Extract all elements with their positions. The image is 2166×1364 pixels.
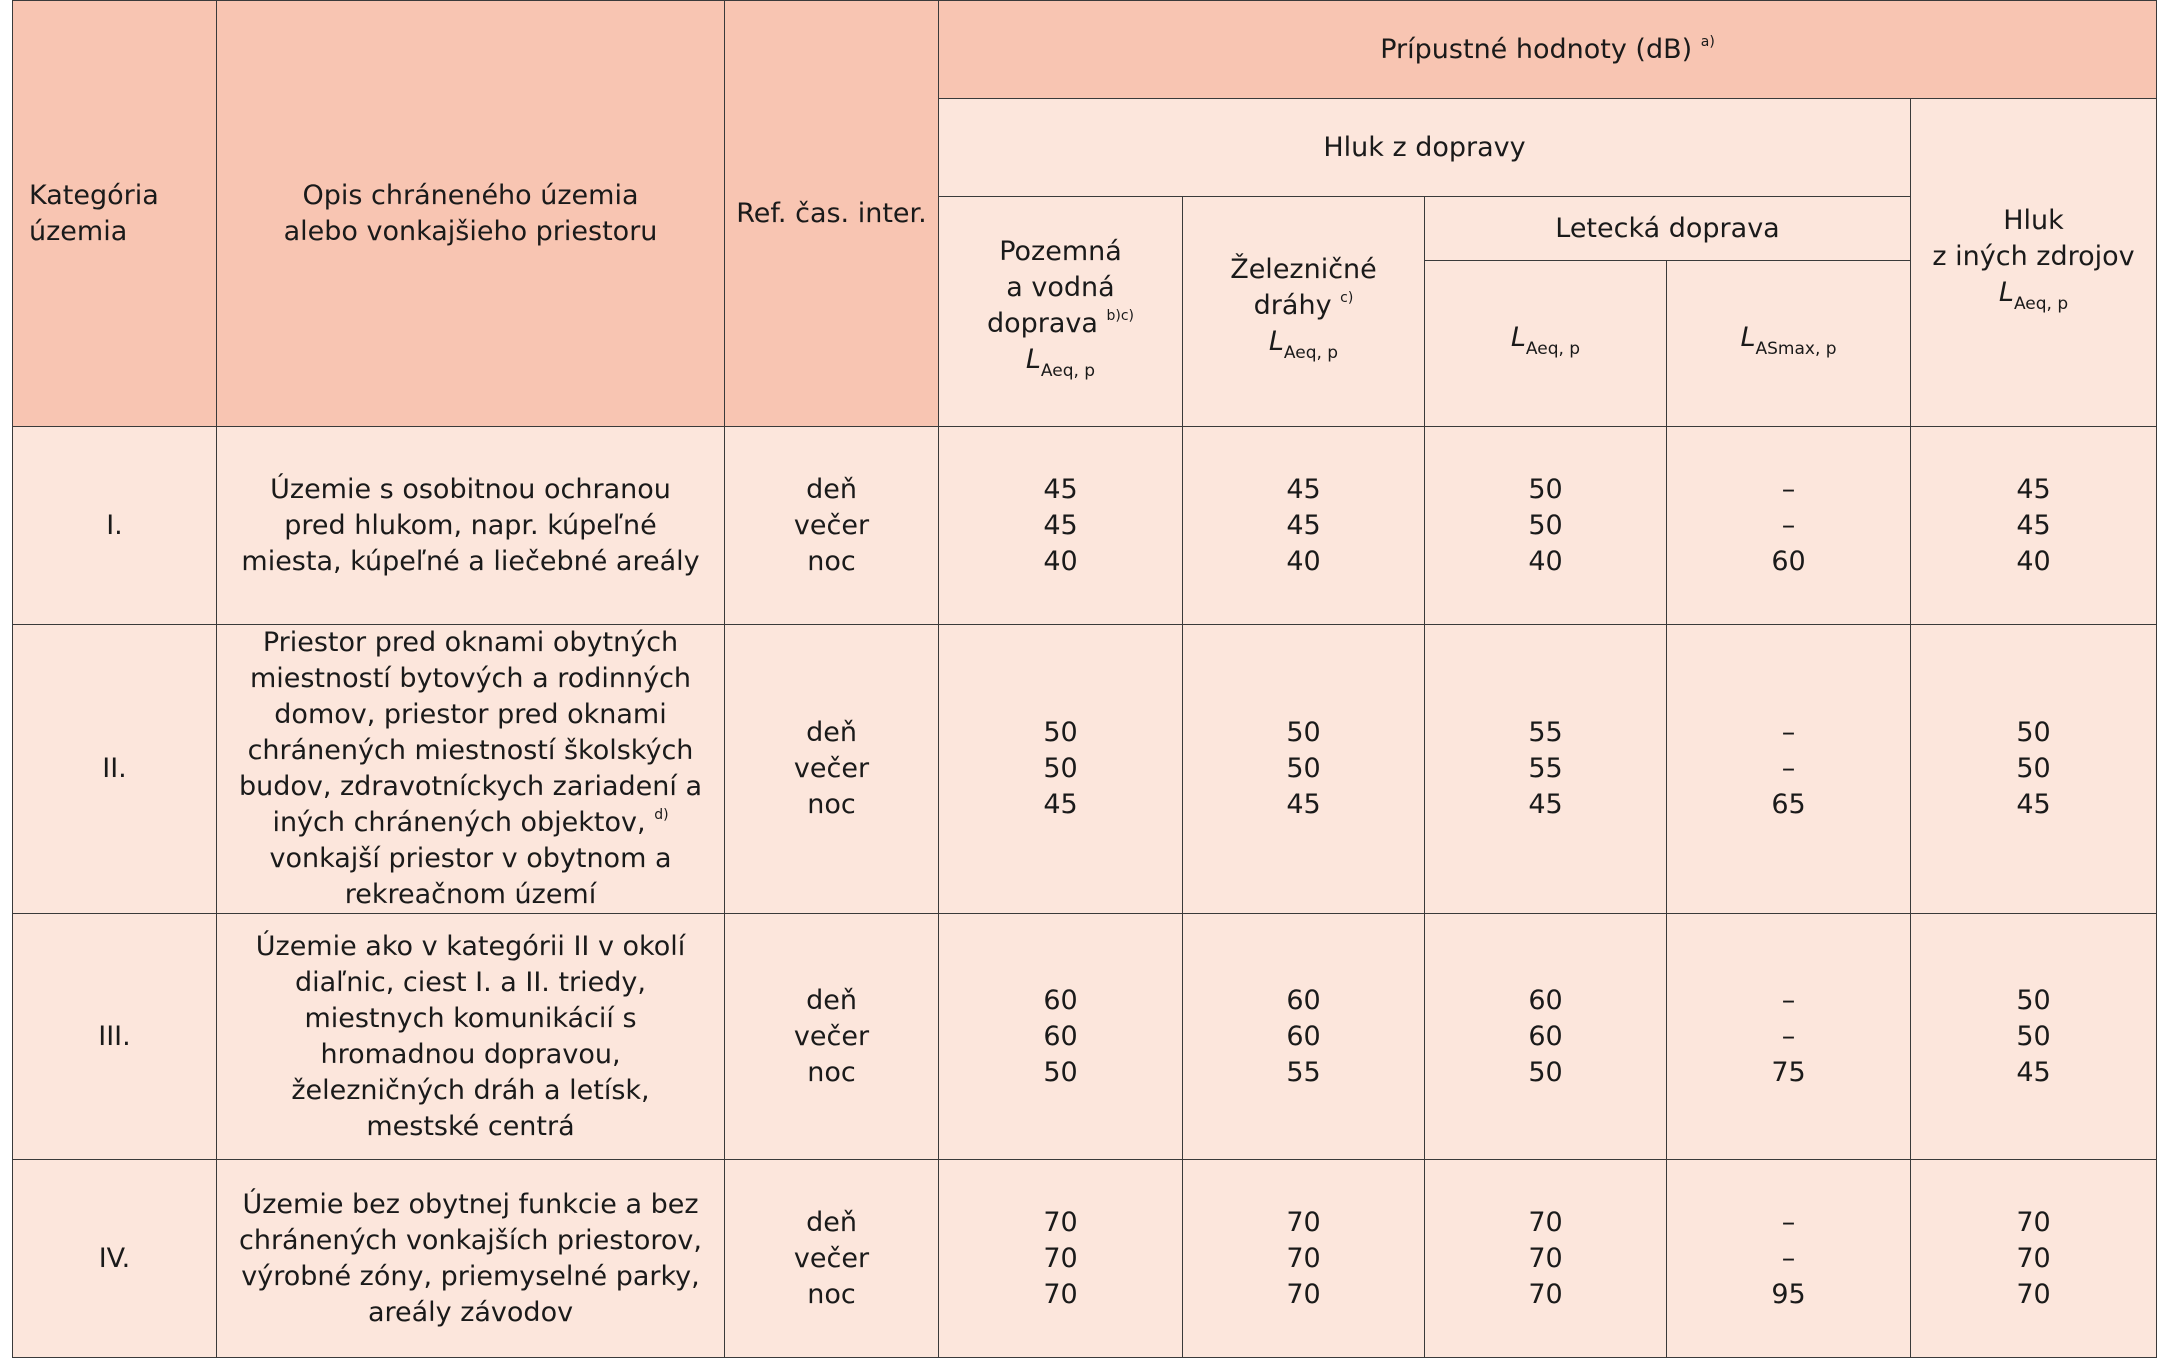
- other-values: 70 70 70: [1911, 1160, 2157, 1358]
- description-cell: Územie bez obytnej funkcie a bez chránených vonkajších priestorov, výrobné zóny, priemyselné parky, areály závodov: [217, 1160, 725, 1358]
- period-cell: deň večer noc: [725, 625, 939, 914]
- category-cell: II.: [13, 625, 217, 914]
- road-water-values: 70 70 70: [939, 1160, 1183, 1358]
- permissible-footnote: a): [1700, 33, 1715, 50]
- air-aeq-values: 70 70 70: [1425, 1160, 1667, 1358]
- railway-values: 70 70 70: [1183, 1160, 1425, 1358]
- air-aeq-values: 60 60 50: [1425, 914, 1667, 1160]
- road-water-values: 60 60 50: [939, 914, 1183, 1160]
- header-air-asmax: $L_{ASmax, p}$: [1667, 261, 1911, 427]
- description-cell: Priestor pred oknami obytných miestností bytových a rodinných domov, priestor pred oknami chránených miestností školských budov, zdravotníckych zariadení a iných chránených objektov, $^{d)}$ vonkajší priestor v obytnom a rekreačnom území: [217, 625, 725, 914]
- road-water-values: 45 45 40: [939, 427, 1183, 625]
- period-cell: deň večer noc: [725, 914, 939, 1160]
- header-air-transport: Letecká doprava: [1425, 197, 1911, 261]
- header-road-water: Pozemná a vodná doprava $^{b)c)}$ $L_{Aeq, p}$: [939, 197, 1183, 427]
- permissible-label: Prípustné hodnoty (dB): [1380, 33, 1693, 65]
- table-row: [13, 1160, 2157, 1358]
- air-asmax-values: – – 60: [1667, 427, 1911, 625]
- period-cell: deň večer noc: [725, 427, 939, 625]
- category-cell: III.: [13, 914, 217, 1160]
- air-asmax-values: – – 65: [1667, 625, 1911, 914]
- air-aeq-values: 50 50 40: [1425, 427, 1667, 625]
- header-other-sources: Hluk z iných zdrojov $L_{Aeq, p}$: [1911, 99, 2157, 427]
- railway-values: 50 50 45: [1183, 625, 1425, 914]
- header-permissible-values: [939, 1, 2157, 99]
- header-description: Opis chráneného územia alebo vonkajšieho priestoru: [217, 1, 725, 427]
- air-aeq-values: 55 55 45: [1425, 625, 1667, 914]
- railway-values: 45 45 40: [1183, 427, 1425, 625]
- air-asmax-values: – – 75: [1667, 914, 1911, 1160]
- road-water-values: 50 50 45: [939, 625, 1183, 914]
- header-transport-noise: Hluk z dopravy: [939, 99, 1911, 197]
- railway-values: 60 60 55: [1183, 914, 1425, 1160]
- category-cell: I.: [13, 427, 217, 625]
- header-railway: Železničné dráhy $^{c)}$ $L_{Aeq, p}$: [1183, 197, 1425, 427]
- table-row: [13, 625, 2157, 914]
- description-footnote: d): [654, 807, 669, 823]
- noise-limits-table: [12, 0, 2157, 1358]
- table-row: [13, 914, 2157, 1160]
- description-cell: Územie ako v kategórii II v okolí diaľnic, ciest I. a II. triedy, miestnych komunikácií s hromadnou dopravou, železničných dráh a letísk, mestské centrá: [217, 914, 725, 1160]
- period-cell: deň večer noc: [725, 1160, 939, 1358]
- description-cell: Územie s osobitnou ochranou pred hlukom, napr. kúpeľné miesta, kúpeľné a liečebné areály: [217, 427, 725, 625]
- other-values: 45 45 40: [1911, 427, 2157, 625]
- air-asmax-values: – – 95: [1667, 1160, 1911, 1358]
- other-values: 50 50 45: [1911, 914, 2157, 1160]
- other-values: 50 50 45: [1911, 625, 2157, 914]
- table-row: [13, 427, 2157, 625]
- header-category: Kategória územia: [13, 1, 217, 427]
- category-cell: IV.: [13, 1160, 217, 1358]
- header-ref-interval: Ref. čas. inter.: [725, 1, 939, 427]
- header-air-aeq: $L_{Aeq, p}$: [1425, 261, 1667, 427]
